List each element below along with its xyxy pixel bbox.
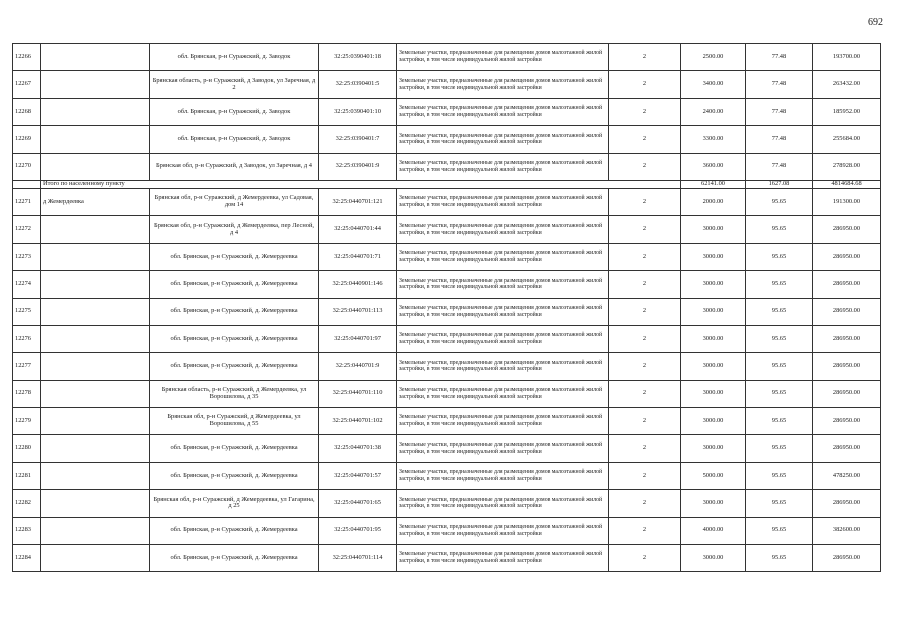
- table-row: [13, 98, 881, 125]
- settlement-name: [41, 408, 150, 435]
- settlement-name: [41, 325, 150, 352]
- area-cell: 3000.00: [681, 216, 746, 243]
- cadastral-value-cell: 478250.00: [813, 462, 881, 489]
- settlement-name: [41, 517, 150, 544]
- address-cell: Брянская обл, р-н Суражский, д Жемердеевка, пер Лесной, д 4: [150, 216, 319, 243]
- cadastral-value-cell: 263432.00: [813, 71, 881, 98]
- permitted-use: Земельные участки, предназначенные для размещения домов малоэтажной жилой застройки, в том числе индивидуальной жилой застройки: [397, 71, 609, 98]
- table-row: [13, 462, 881, 489]
- permitted-use: Земельные участки, предназначенные для размещения домов малоэтажной жилой застройки, в том числе индивидуальной жилой застройки: [397, 462, 609, 489]
- table-row: [13, 298, 881, 325]
- unit-price-cell: 95.65: [746, 380, 813, 407]
- settlement-name: [41, 98, 150, 125]
- unit-price-cell: 95.65: [746, 216, 813, 243]
- address-cell: обл. Брянская, р-н Суражский, д. Жемердеевка: [150, 545, 319, 572]
- address-cell: Брянская область, р-н Суражский, д Жемердеевка, ул Ворошилова, д 35: [150, 380, 319, 407]
- address-cell: обл. Брянская, р-н Суражский, д. Жемердеевка: [150, 325, 319, 352]
- category-cell: 2: [609, 71, 681, 98]
- area-cell: 3000.00: [681, 545, 746, 572]
- category-cell: 2: [609, 98, 681, 125]
- category-cell: 2: [609, 216, 681, 243]
- area-cell: 3000.00: [681, 353, 746, 380]
- address-cell: обл. Брянская, р-н Суражский, д. Жемердеевка: [150, 353, 319, 380]
- cadastral-value-cell: 255684.00: [813, 126, 881, 153]
- permitted-use: Земельные участки, предназначенные для размещения домов малоэтажной жилой застройки, в том числе индивидуальной жилой застройки: [397, 153, 609, 180]
- subtotal-row: [13, 180, 881, 188]
- permitted-use: Земельные участки, предназначенные для размещения домов малоэтажной жилой застройки, в том числе индивидуальной жилой застройки: [397, 517, 609, 544]
- unit-price-cell: 95.65: [746, 408, 813, 435]
- row-id: 12268: [13, 98, 41, 125]
- table-row: [13, 435, 881, 462]
- address-cell: обл. Брянская, р-н Суражский, д. Заводок: [150, 44, 319, 71]
- category-cell: 2: [609, 545, 681, 572]
- row-id: 12274: [13, 271, 41, 298]
- permitted-use: Земельные участки, предназначенные для размещения домов малоэтажной жилой застройки, в том числе индивидуальной жилой застройки: [397, 188, 609, 215]
- unit-price-cell: 95.65: [746, 271, 813, 298]
- unit-price-cell: 95.65: [746, 545, 813, 572]
- cadastral-value-cell: 286950.00: [813, 243, 881, 270]
- subtotal-value: 4814684.68: [813, 180, 881, 188]
- category-cell: 2: [609, 435, 681, 462]
- unit-price-cell: 95.65: [746, 490, 813, 517]
- category-cell: 2: [609, 325, 681, 352]
- settlement-name: [41, 44, 150, 71]
- category-cell: 2: [609, 517, 681, 544]
- cadastral-number: 32:25:0440701:65: [319, 490, 397, 517]
- row-id: 12283: [13, 517, 41, 544]
- table-row: [13, 153, 881, 180]
- cadastral-number: 32:25:0440701:44: [319, 216, 397, 243]
- area-cell: 4000.00: [681, 517, 746, 544]
- permitted-use: Земельные участки, предназначенные для размещения домов малоэтажной жилой застройки, в том числе индивидуальной жилой застройки: [397, 490, 609, 517]
- area-cell: 3000.00: [681, 490, 746, 517]
- category-cell: 2: [609, 153, 681, 180]
- cadastral-number: 32:25:0440701:102: [319, 408, 397, 435]
- unit-price-cell: 95.65: [746, 462, 813, 489]
- settlement-name: [41, 545, 150, 572]
- table-row: [13, 325, 881, 352]
- subtotal-price: 1627.08: [746, 180, 813, 188]
- permitted-use: Земельные участки, предназначенные для размещения домов малоэтажной жилой застройки, в том числе индивидуальной жилой застройки: [397, 380, 609, 407]
- unit-price-cell: 77.48: [746, 44, 813, 71]
- cadastral-value-cell: 382600.00: [813, 517, 881, 544]
- subtotal-label: Итого по населенному пункту: [41, 180, 681, 188]
- category-cell: 2: [609, 271, 681, 298]
- category-cell: 2: [609, 462, 681, 489]
- cadastral-value-cell: 286950.00: [813, 545, 881, 572]
- table-row: [13, 408, 881, 435]
- category-cell: 2: [609, 126, 681, 153]
- cadastral-value-cell: 286950.00: [813, 325, 881, 352]
- settlement-name: [41, 462, 150, 489]
- table-row: [13, 545, 881, 572]
- address-cell: Брянская обл, р-н Суражский, д Заводок, ул Заречная, д 4: [150, 153, 319, 180]
- table-row: [13, 216, 881, 243]
- row-id: 12278: [13, 380, 41, 407]
- row-id: 12273: [13, 243, 41, 270]
- cadastral-value-cell: 286950.00: [813, 435, 881, 462]
- area-cell: 3000.00: [681, 325, 746, 352]
- area-cell: 2400.00: [681, 98, 746, 125]
- cadastral-value-cell: 286950.00: [813, 490, 881, 517]
- table-body: [13, 44, 881, 572]
- area-cell: 3000.00: [681, 298, 746, 325]
- area-cell: 3000.00: [681, 271, 746, 298]
- cadastral-number: 32:25:0390401:7: [319, 126, 397, 153]
- table-row: [13, 271, 881, 298]
- cadastral-number: 32:25:0440701:9: [319, 353, 397, 380]
- cadastral-value-cell: 286950.00: [813, 353, 881, 380]
- permitted-use: Земельные участки, предназначенные для размещения домов малоэтажной жилой застройки, в том числе индивидуальной жилой застройки: [397, 298, 609, 325]
- cadastral-value-cell: 286950.00: [813, 408, 881, 435]
- cadastral-number: 32:25:0390401:5: [319, 71, 397, 98]
- row-id: 12272: [13, 216, 41, 243]
- address-cell: Брянская обл, р-н Суражский, д Жемердеевка, ул Ворошилова, д 55: [150, 408, 319, 435]
- row-id: 12271: [13, 188, 41, 215]
- category-cell: 2: [609, 243, 681, 270]
- area-cell: 3000.00: [681, 435, 746, 462]
- area-cell: 3300.00: [681, 126, 746, 153]
- address-cell: обл. Брянская, р-н Суражский, д. Жемердеевка: [150, 298, 319, 325]
- cadastral-number: 32:25:0440701:114: [319, 545, 397, 572]
- table-row: [13, 517, 881, 544]
- settlement-name: [41, 353, 150, 380]
- address-cell: Брянская область, р-н Суражский, д Заводок, ул Заречная, д 2: [150, 71, 319, 98]
- permitted-use: Земельные участки, предназначенные для размещения домов малоэтажной жилой застройки, в том числе индивидуальной жилой застройки: [397, 243, 609, 270]
- cadastral-value-cell: 286950.00: [813, 380, 881, 407]
- row-id: 12280: [13, 435, 41, 462]
- table-row: [13, 353, 881, 380]
- row-id: 12276: [13, 325, 41, 352]
- unit-price-cell: 77.48: [746, 98, 813, 125]
- cadastral-value-table: [12, 43, 881, 572]
- table-row: [13, 71, 881, 98]
- cadastral-value-cell: 191300.00: [813, 188, 881, 215]
- cadastral-number: 32:25:0440701:121: [319, 188, 397, 215]
- cadastral-number: 32:25:0440701:38: [319, 435, 397, 462]
- unit-price-cell: 95.65: [746, 353, 813, 380]
- settlement-name: [41, 153, 150, 180]
- address-cell: обл. Брянская, р-н Суражский, д. Жемердеевка: [150, 271, 319, 298]
- permitted-use: Земельные участки, предназначенные для размещения домов малоэтажной жилой застройки, в том числе индивидуальной жилой застройки: [397, 325, 609, 352]
- table-row: [13, 126, 881, 153]
- permitted-use: Земельные участки, предназначенные для размещения домов малоэтажной жилой застройки, в том числе индивидуальной жилой застройки: [397, 271, 609, 298]
- area-cell: 2500.00: [681, 44, 746, 71]
- row-id: 12277: [13, 353, 41, 380]
- permitted-use: Земельные участки, предназначенные для размещения домов малоэтажной жилой застройки, в том числе индивидуальной жилой застройки: [397, 126, 609, 153]
- area-cell: 3000.00: [681, 380, 746, 407]
- address-cell: Брянская обл, р-н Суражский, д Жемердеевка, ул Гагарина, д 25: [150, 490, 319, 517]
- settlement-name: [41, 490, 150, 517]
- subtotal-blank: [13, 180, 41, 188]
- cadastral-value-cell: 286950.00: [813, 216, 881, 243]
- page-number: 692: [868, 17, 883, 28]
- table-row: [13, 44, 881, 71]
- cadastral-value-cell: 193700.00: [813, 44, 881, 71]
- cadastral-number: 32:25:0440901:146: [319, 271, 397, 298]
- settlement-name: [41, 216, 150, 243]
- area-cell: 2000.00: [681, 188, 746, 215]
- unit-price-cell: 77.48: [746, 153, 813, 180]
- settlement-name: [41, 271, 150, 298]
- permitted-use: Земельные участки, предназначенные для размещения домов малоэтажной жилой застройки, в том числе индивидуальной жилой застройки: [397, 435, 609, 462]
- address-cell: обл. Брянская, р-н Суражский, д. Жемердеевка: [150, 243, 319, 270]
- permitted-use: Земельные участки, предназначенные для размещения домов малоэтажной жилой застройки, в том числе индивидуальной жилой застройки: [397, 408, 609, 435]
- cadastral-number: 32:25:0390401:10: [319, 98, 397, 125]
- row-id: 12266: [13, 44, 41, 71]
- permitted-use: Земельные участки, предназначенные для размещения домов малоэтажной жилой застройки, в том числе индивидуальной жилой застройки: [397, 44, 609, 71]
- area-cell: 3000.00: [681, 243, 746, 270]
- row-id: 12281: [13, 462, 41, 489]
- unit-price-cell: 95.65: [746, 325, 813, 352]
- cadastral-number: 32:25:0440701:113: [319, 298, 397, 325]
- row-id: 12284: [13, 545, 41, 572]
- row-id: 12282: [13, 490, 41, 517]
- permitted-use: Земельные участки, предназначенные для размещения домов малоэтажной жилой застройки, в том числе индивидуальной жилой застройки: [397, 98, 609, 125]
- row-id: 12275: [13, 298, 41, 325]
- address-cell: обл. Брянская, р-н Суражский, д. Жемердеевка: [150, 435, 319, 462]
- unit-price-cell: 95.65: [746, 188, 813, 215]
- address-cell: обл. Брянская, р-н Суражский, д. Заводок: [150, 98, 319, 125]
- row-id: 12267: [13, 71, 41, 98]
- table-row: [13, 243, 881, 270]
- unit-price-cell: 95.65: [746, 243, 813, 270]
- row-id: 12279: [13, 408, 41, 435]
- row-id: 12269: [13, 126, 41, 153]
- permitted-use: Земельные участки, предназначенные для размещения домов малоэтажной жилой застройки, в том числе индивидуальной жилой застройки: [397, 216, 609, 243]
- address-cell: обл. Брянская, р-н Суражский, д. Заводок: [150, 126, 319, 153]
- settlement-name: [41, 126, 150, 153]
- category-cell: 2: [609, 188, 681, 215]
- settlement-name: [41, 298, 150, 325]
- cadastral-number: 32:25:0440701:95: [319, 517, 397, 544]
- settlement-name: [41, 71, 150, 98]
- cadastral-value-cell: 286950.00: [813, 271, 881, 298]
- unit-price-cell: 77.48: [746, 71, 813, 98]
- settlement-name: д Жемердеевка: [41, 188, 150, 215]
- category-cell: 2: [609, 380, 681, 407]
- table-row: [13, 188, 881, 215]
- address-cell: обл. Брянская, р-н Суражский, д. Жемердеевка: [150, 462, 319, 489]
- cadastral-number: 32:25:0440701:57: [319, 462, 397, 489]
- permitted-use: Земельные участки, предназначенные для размещения домов малоэтажной жилой застройки, в том числе индивидуальной жилой застройки: [397, 353, 609, 380]
- category-cell: 2: [609, 44, 681, 71]
- cadastral-value-cell: 286950.00: [813, 298, 881, 325]
- area-cell: 3400.00: [681, 71, 746, 98]
- cadastral-value-cell: 278928.00: [813, 153, 881, 180]
- cadastral-number: 32:25:0440701:110: [319, 380, 397, 407]
- settlement-name: [41, 435, 150, 462]
- subtotal-area: 62141.00: [681, 180, 746, 188]
- unit-price-cell: 77.48: [746, 126, 813, 153]
- cadastral-value-cell: 185952.00: [813, 98, 881, 125]
- area-cell: 3600.00: [681, 153, 746, 180]
- cadastral-number: 32:25:0390401:18: [319, 44, 397, 71]
- unit-price-cell: 95.65: [746, 517, 813, 544]
- unit-price-cell: 95.65: [746, 435, 813, 462]
- unit-price-cell: 95.65: [746, 298, 813, 325]
- table-row: [13, 490, 881, 517]
- address-cell: Брянская обл, р-н Суражский, д Жемердеевка, ул Садовая, дом 14: [150, 188, 319, 215]
- settlement-name: [41, 380, 150, 407]
- address-cell: обл. Брянская, р-н Суражский, д. Жемердеевка: [150, 517, 319, 544]
- row-id: 12270: [13, 153, 41, 180]
- permitted-use: Земельные участки, предназначенные для размещения домов малоэтажной жилой застройки, в том числе индивидуальной жилой застройки: [397, 545, 609, 572]
- table-row: [13, 380, 881, 407]
- area-cell: 5000.00: [681, 462, 746, 489]
- cadastral-number: 32:25:0440701:71: [319, 243, 397, 270]
- category-cell: 2: [609, 353, 681, 380]
- category-cell: 2: [609, 298, 681, 325]
- cadastral-number: 32:25:0440701:97: [319, 325, 397, 352]
- settlement-name: [41, 243, 150, 270]
- category-cell: 2: [609, 408, 681, 435]
- cadastral-number: 32:25:0390401:9: [319, 153, 397, 180]
- category-cell: 2: [609, 490, 681, 517]
- area-cell: 3000.00: [681, 408, 746, 435]
